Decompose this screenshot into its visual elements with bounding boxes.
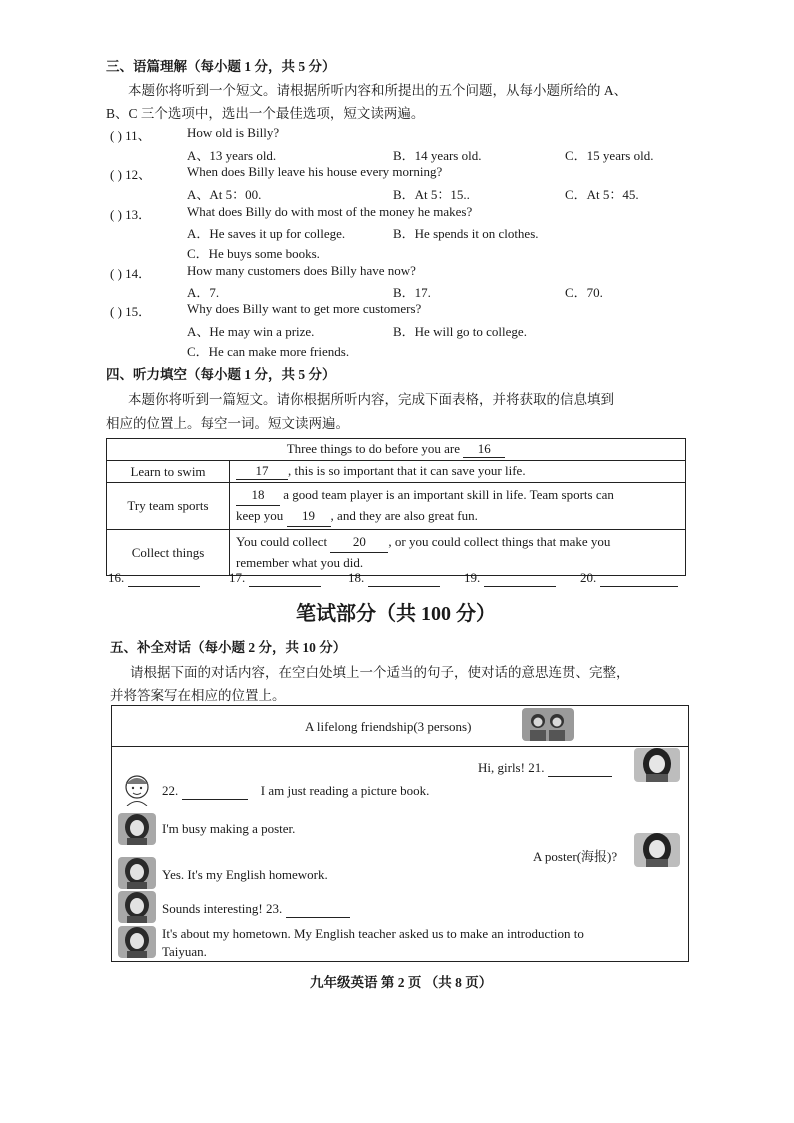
blank-23[interactable] xyxy=(286,901,350,918)
answer-line-18[interactable]: 18. xyxy=(348,570,440,587)
row-label: Learn to swim xyxy=(107,461,230,483)
dialog-line: A poster(海报)? xyxy=(533,849,618,864)
option-a: A、13 years old. xyxy=(187,148,277,163)
question-text: What does Billy do with most of the money he makes? xyxy=(187,204,473,219)
listening-table xyxy=(106,438,686,576)
girl-b-avatar-icon xyxy=(118,857,156,889)
option-c: C．15 years old. xyxy=(565,148,654,163)
question-number: ( ) 15． xyxy=(110,304,152,319)
dialog-line: I'm busy making a poster. xyxy=(162,821,296,836)
table-header xyxy=(107,439,686,461)
option-a: A、He may win a prize. xyxy=(187,324,315,339)
answer-line-20[interactable]: 20. xyxy=(580,570,678,587)
girl-avatar-icon xyxy=(634,748,680,782)
row-label: Try team sports xyxy=(107,483,230,530)
section5-instruction-line2: 并将答案写在相应的位置上。 xyxy=(110,688,286,703)
option-a: A．He saves it up for college. xyxy=(187,226,346,241)
option-c: C．70. xyxy=(565,285,603,300)
section5-title: 五、补全对话（每小题 2 分，共 10 分） xyxy=(110,640,347,655)
answer-line-16[interactable]: 16. xyxy=(108,570,200,587)
row-content: 17 , this is so important that it can save your life. xyxy=(230,461,686,483)
option-c: C．He buys some books. xyxy=(187,246,320,261)
dialog-line-22: 22. I am just reading a picture book. xyxy=(162,783,430,798)
blank-22[interactable] xyxy=(182,783,248,800)
cartoon-boy-icon xyxy=(118,772,156,806)
section5-instruction-line1: 请根据下面的对话内容，在空白处填上一个适当的句子，使对话的意思连贯、完整， xyxy=(130,665,630,680)
section4-title: 四、听力填空（每小题 1 分，共 5 分） xyxy=(106,367,336,382)
dialog-header xyxy=(112,706,688,747)
option-b: B．14 years old. xyxy=(393,148,482,163)
blank-19[interactable]: 19 xyxy=(287,506,331,527)
section4-instruction-line2: 相应的位置上。每空一词。短文读两遍。 xyxy=(106,416,349,431)
girl-b-avatar-icon xyxy=(118,891,156,923)
answer-line-19[interactable]: 19. xyxy=(464,570,556,587)
group-photo-icon xyxy=(522,708,574,741)
question-number: ( ) 11、 xyxy=(110,128,151,143)
girl-b-avatar-icon xyxy=(118,926,156,958)
section4-instruction-line1: 本题你将听到一篇短文。请你根据所听内容，完成下面表格，并将获取的信息填到 xyxy=(128,392,614,407)
answer-line-17[interactable]: 17. xyxy=(229,570,321,587)
dialog-line: It's about my hometown. My English teacher asked us to make an introduction to xyxy=(162,926,584,941)
girl-avatar-icon xyxy=(634,833,680,867)
question-number: ( ) 12、 xyxy=(110,167,152,182)
blank-18[interactable]: 18 xyxy=(236,485,280,506)
row-content: You could collect 20 , or you could collect things that make you remember what you did. xyxy=(230,530,686,576)
row-label: Collect things xyxy=(107,530,230,576)
section3-instruction-line1: 本题你将听到一个短文。请根据所听内容和所提出的五个问题，从每小题所给的 A、 xyxy=(128,83,628,98)
girl-b-avatar-icon xyxy=(118,813,156,845)
dialog-line-21: Hi, girls! 21. xyxy=(478,760,612,777)
written-part-heading: 笔试部分（共 100 分） xyxy=(296,603,496,625)
dialog-title: A lifelong friendship(3 persons) xyxy=(305,719,472,734)
option-c: C．At 5：45. xyxy=(565,187,639,202)
option-b: B．He will go to college. xyxy=(393,324,527,339)
row-content: 18 a good team player is an important skill in life. Team sports can keep you 19 , and they are also great fun. xyxy=(230,483,686,530)
blank-20[interactable]: 20 xyxy=(330,532,388,553)
page-footer: 九年级英语 第 2 页 （共 8 页） xyxy=(310,975,493,990)
option-a: A．7. xyxy=(187,285,220,300)
option-b: B．At 5：15.. xyxy=(393,187,470,202)
question-number: ( ) 13． xyxy=(110,207,152,222)
question-text: How many customers does Billy have now? xyxy=(187,263,416,278)
blank-17[interactable]: 17 xyxy=(236,463,288,480)
question-text: Why does Billy want to get more customers? xyxy=(187,301,422,316)
dialog-line-23: Sounds interesting! 23. xyxy=(162,901,350,918)
blank-16[interactable]: 16 xyxy=(463,441,505,458)
option-c: C．He can make more friends. xyxy=(187,344,350,359)
dialog-box xyxy=(111,705,689,962)
dialog-line: Yes. It's my English homework. xyxy=(162,867,328,882)
blank-21[interactable] xyxy=(548,760,612,777)
option-b: B．17. xyxy=(393,285,431,300)
table-header-text: Three things to do before you are xyxy=(286,441,464,456)
dialog-line-continuation: Taiyuan. xyxy=(162,944,207,959)
section3-instruction-line2: B、C 三个选项中，选出一个最佳选项，短文读两遍。 xyxy=(106,106,425,121)
question-text: How old is Billy? xyxy=(187,125,280,140)
question-text: When does Billy leave his house every morning? xyxy=(187,164,443,179)
option-b: B．He spends it on clothes. xyxy=(393,226,539,241)
question-number: ( ) 14． xyxy=(110,266,152,281)
section3-title: 三、语篇理解（每小题 1 分，共 5 分） xyxy=(106,59,336,74)
option-a: A、At 5：00. xyxy=(187,187,262,202)
